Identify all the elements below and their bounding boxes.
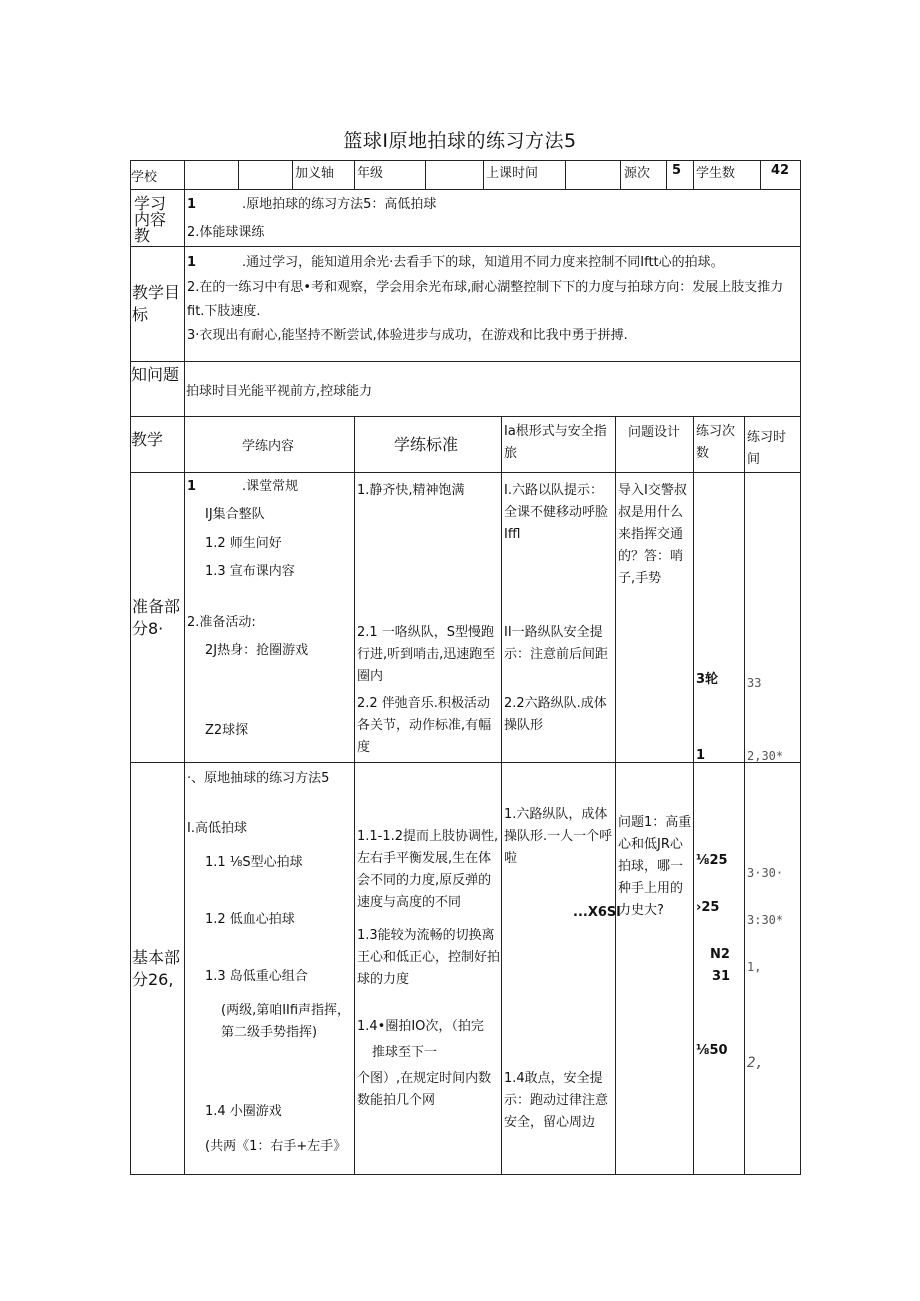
basic-item-5: 1.3 岛低重心组合	[205, 969, 308, 984]
prep-repetitions-1: 3轮	[696, 672, 719, 687]
basic-item-8: (共两《1：右手+左手》	[205, 1139, 347, 1154]
basic-repetitions-1: ⅛25	[696, 853, 728, 868]
basic-standard-3c: 个图）,在规定时间内数数能拍几个网	[357, 1071, 492, 1108]
content-item1-number: 1	[187, 197, 197, 212]
basic-repetitions-2: ›25	[696, 900, 720, 915]
basic-repetitions-3a: N2	[710, 947, 730, 962]
goal-1-text: .通过学习，能知道用余光·去看手下的球，知道用不同力度来控制不同Iftt心的拍球。	[242, 255, 724, 270]
basic-item-3: 1.1 ⅛S型心拍球	[205, 855, 303, 870]
prep-standard-3: 2.2 伴弛音乐.积极活动各关节，动作标准,有幅度	[357, 696, 492, 755]
basic-item-4: 1.2 低血心拍球	[205, 912, 295, 927]
basic-standard-3a: 1.4•圈拍IO次，（拍完	[357, 1019, 484, 1034]
prep-duration-2: 2,30*	[747, 749, 784, 763]
basic-standard-3b: 推球至下一	[372, 1045, 438, 1060]
prep-item-5: 2.准备活动:	[187, 615, 256, 630]
column-header-organization: Ia根形式与安全指旅	[504, 424, 607, 461]
column-header-content: 学练内容	[242, 439, 295, 454]
prep-organization-1: I.六路以队提示：全课不健移动呼脸Iffl	[504, 483, 609, 542]
goal-1-number: 1	[187, 255, 197, 270]
basic-duration-4: 2,	[747, 1055, 764, 1071]
basic-organization-1: 1.六路纵队，成体操队形.一人一个呼啦	[504, 807, 613, 866]
class-time-label: 上课时间	[486, 166, 539, 181]
focus-label: 知问题	[131, 365, 180, 384]
prep-question: 导入I交警叔叔是用什么来指挥交通的？答：哨子,手势	[618, 483, 687, 586]
basic-section-label: 基本部分26,	[132, 948, 181, 989]
goal-2-text: 2.在的一练习中有思•考和观察，学会用余光布球,耐心湖整控制下下的力度与拍球方向：发展上肢支推力fit.下肢速度.	[187, 280, 784, 319]
lesson-count-label: 源次	[624, 166, 651, 181]
goal-3-text: 3·衣现出有耐心,能坚持不断尝试,体验进步与成功，在游戏和比我中勇于拼搏.	[187, 328, 628, 343]
prep-item-1-text: .课堂常规	[242, 479, 299, 494]
prep-item-2: IJ集合整队	[205, 507, 265, 522]
student-count-label: 学生数	[696, 166, 736, 181]
student-count-value: 42	[771, 163, 790, 178]
focus-text: 拍球时目光能平视前方,控球能力	[186, 384, 373, 399]
prep-organization-3: 2.2六路纵队.成体操队形	[504, 696, 607, 733]
prep-item-4: 1.3 宣布课内容	[205, 564, 295, 579]
content-item1-text: .原地拍球的练习方法5：高低拍球	[242, 197, 437, 212]
prep-repetitions-2: 1	[696, 748, 706, 763]
basic-standard-2: 1.3能较为流畅的切换离王心和低正心，控制好拍球的力度	[357, 928, 501, 987]
prep-item-3: 1.2 师生问好	[205, 536, 282, 551]
content-item2: 2.体能球课练	[187, 225, 265, 240]
basic-question: 问题1：高重心和低JR心拍球，哪一种手上用的力史大?	[618, 815, 692, 918]
school-label: 学校	[131, 170, 158, 185]
prep-duration-1: 33	[747, 676, 762, 690]
prep-item-1-number: 1	[187, 479, 197, 494]
basic-item-7: 1.4 小圈游戏	[205, 1104, 282, 1119]
basic-item-2: I.高低拍球	[187, 821, 247, 836]
column-header-duration: 练习时间	[747, 430, 787, 467]
column-header-standard: 学练标准	[394, 435, 459, 454]
column-header-question: 问题设计	[628, 425, 681, 440]
basic-organization-3: 1.4敢点，安全提示：跑动过律注意安全，留心周边	[504, 1071, 609, 1130]
column-header-repetitions: 练习次数	[696, 424, 736, 461]
basic-duration-2: 3:30*	[747, 913, 784, 927]
basic-organization-2: ...X6Sl	[573, 905, 621, 920]
basic-item-1: ·、原地抽球的练习方法5	[187, 771, 330, 786]
prep-standard-1: 1.静齐快,精神饱满	[357, 483, 465, 498]
grade-label: 年级	[357, 166, 384, 181]
subject-value: 加义轴	[295, 166, 335, 181]
column-header-section: 教学	[131, 430, 164, 449]
prep-organization-2: II一路纵队安全提示：注意前后间距	[504, 625, 609, 662]
basic-duration-3: 1,	[747, 960, 762, 974]
content-label: 学习内容教	[134, 194, 167, 245]
prep-standard-2: 2.1 一咯纵队，S型慢跑行进,听到哨击,迅速跑至圈内	[357, 625, 496, 684]
basic-standard-1: 1.1-1.2提而上肢协调性,左右手平衡发展,生在体会不同的力度,原反弹的速度与高度的不同	[357, 829, 499, 910]
basic-repetitions-4: ⅛50	[696, 1043, 728, 1058]
goals-label: 教学目标	[132, 283, 181, 324]
prep-item-6: 2J热身：抢圈游戏	[205, 643, 309, 658]
prep-section-label: 准备部分8·	[132, 597, 181, 638]
basic-duration-1: 3·30·	[747, 866, 784, 880]
basic-repetitions-3b: 31	[712, 969, 731, 984]
basic-item-6: (两级,第咱IIfi声指挥，第二级手势指挥)	[221, 1003, 351, 1040]
prep-item-7: Z2球探	[205, 723, 249, 738]
document-title: 篮球I原地拍球的练习方法5	[343, 130, 577, 152]
lesson-count-value: 5	[672, 163, 682, 178]
